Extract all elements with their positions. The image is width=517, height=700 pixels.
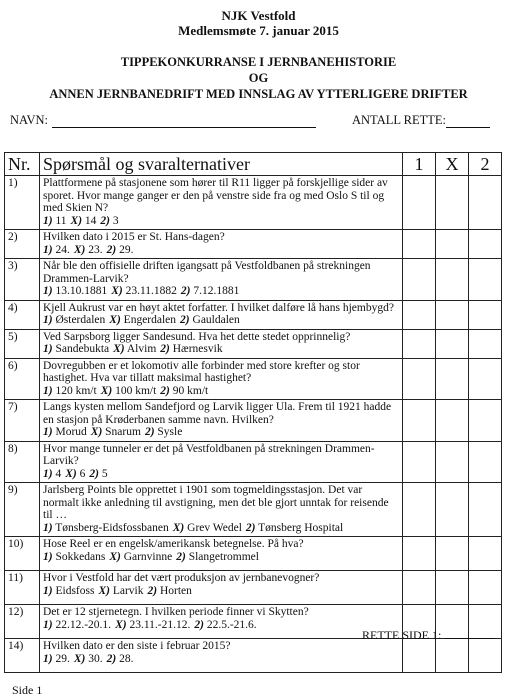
option-value: 23.11.-21.12.: [129, 618, 191, 631]
answer-box-1[interactable]: [403, 358, 436, 400]
option-key: X): [98, 584, 110, 597]
question-number: 5): [5, 329, 40, 358]
option-value: 29.: [55, 652, 70, 665]
option-value: Horten: [159, 584, 192, 597]
answer-box-1[interactable]: [403, 300, 436, 329]
question-rows: [5, 176, 502, 673]
answer-options: [43, 285, 399, 298]
option-key: 1): [43, 426, 53, 438]
option-key: X): [111, 285, 123, 297]
name-field[interactable]: [52, 127, 316, 128]
option-value: 13.10.1881: [55, 285, 108, 297]
option-key: 1): [43, 285, 53, 297]
table-row: [5, 300, 502, 329]
answer-options: [43, 385, 399, 398]
option-value: 22.12.-20.1.: [55, 618, 112, 631]
option-value: Tønsberg Hospital: [258, 521, 344, 534]
answer-box-x[interactable]: [436, 230, 469, 259]
option-key: 2): [160, 343, 170, 355]
answer-box-1[interactable]: [403, 441, 436, 483]
question-number: 14): [5, 639, 40, 673]
answer-box-2[interactable]: [469, 176, 502, 230]
answer-box-x[interactable]: [436, 441, 469, 483]
option-value: Engerdalen: [123, 314, 177, 326]
question-text: Dovregubben er et lokomotiv alle forbinder med store krefter og stor hastighet. Hva var tillatt maksimal hastighet?: [43, 359, 360, 384]
option-key: 1): [43, 521, 53, 534]
answer-box-2[interactable]: [469, 441, 502, 483]
question-number: 10): [5, 537, 40, 571]
table-row: [5, 571, 502, 605]
option-value: Gauldalen: [192, 314, 240, 326]
answer-options: [43, 426, 399, 439]
table-row: [5, 441, 502, 483]
option-key: 1): [43, 584, 53, 597]
option-value: Larvik: [112, 584, 144, 597]
option-value: 29.: [119, 243, 134, 256]
answer-options: [43, 314, 399, 327]
table-row: [5, 176, 502, 230]
option-key: 2): [106, 243, 117, 256]
quiz-title-og: OG: [248, 71, 269, 85]
table-row: [5, 483, 502, 537]
question-cell: [40, 639, 403, 673]
question-number: 3): [5, 259, 40, 301]
option-value: Østerdalen: [55, 314, 106, 326]
question-number: 1): [5, 176, 40, 230]
option-value: 5: [101, 467, 108, 480]
question-text: Hvilken dato i 2015 er St. Hans-dagen?: [43, 231, 225, 243]
option-value: Slangetrommel: [188, 550, 259, 563]
answer-box-2[interactable]: [469, 230, 502, 259]
question-cell: [40, 571, 403, 605]
question-cell: [40, 259, 403, 301]
option-key: X): [109, 314, 121, 326]
answer-box-x[interactable]: [436, 639, 469, 673]
answer-header-fields: [10, 113, 484, 131]
name-label: NAVN:: [10, 113, 48, 127]
meeting-date: Medlemsmøte 7. januar 2015: [178, 23, 339, 38]
option-key: 1): [43, 550, 53, 563]
page-score: [362, 628, 495, 643]
answer-box-2[interactable]: [469, 300, 502, 329]
question-text: Langs kysten mellom Sandefjord og Larvik ligger Ula. Frem til 1921 hadde en stasjon på Krøderbanen samme navn. Hvilken?: [43, 401, 392, 426]
answer-box-2[interactable]: [469, 400, 502, 442]
option-key: X): [115, 618, 127, 631]
question-number: 8): [5, 441, 40, 483]
option-value: Hærnesvik: [172, 343, 223, 355]
answer-options: [43, 343, 399, 356]
question-text: Hvor mange tunneler er det på Vestfoldbanen på strekningen Drammen-Larvik?: [43, 442, 375, 467]
option-value: 30.: [88, 652, 103, 665]
option-key: X): [73, 652, 86, 665]
answer-box-1[interactable]: [403, 230, 436, 259]
option-value: 11: [55, 214, 67, 227]
question-cell: [40, 605, 403, 639]
question-number: 6): [5, 358, 40, 400]
question-cell: [40, 483, 403, 537]
option-value: 14: [84, 214, 97, 227]
answer-options: [43, 215, 399, 228]
question-cell: [40, 400, 403, 442]
option-value: 28.: [119, 652, 134, 665]
answer-box-x[interactable]: [436, 483, 469, 537]
option-value: 23.: [88, 243, 103, 256]
question-cell: [40, 176, 403, 230]
answer-box-1[interactable]: [403, 176, 436, 230]
option-value: 22.5.-21.6.: [206, 618, 257, 631]
table-row: [5, 358, 502, 400]
col-header-2: 2: [469, 153, 502, 176]
question-text: Jarlsberg Points ble opprettet i 1901 som togmeldingsstasjon. Det var normalt ikke anledning til avstigning, men det ble gjort unntak for reisende til …: [43, 484, 389, 521]
option-value: 3: [112, 214, 119, 227]
answer-box-x[interactable]: [436, 358, 469, 400]
answer-box-2[interactable]: [469, 639, 502, 673]
option-key: 2): [106, 652, 117, 665]
option-key: X): [113, 343, 125, 355]
option-value: Morud: [55, 426, 87, 438]
answer-box-1[interactable]: [403, 259, 436, 301]
option-key: X): [109, 550, 121, 563]
page-score-field[interactable]: [445, 638, 495, 639]
option-key: X): [172, 521, 185, 534]
answer-box-x[interactable]: [436, 400, 469, 442]
option-key: 2): [147, 584, 158, 597]
col-header-question: Spørsmål og svaralternativer: [40, 153, 403, 176]
option-value: Alvim: [126, 343, 157, 355]
option-value: 100 km/t: [115, 384, 157, 397]
answer-options: [43, 619, 399, 632]
option-value: 24.: [55, 243, 70, 256]
option-key: 2): [100, 214, 111, 227]
option-key: 2): [176, 550, 186, 563]
option-key: 1): [43, 314, 53, 326]
option-key: 2): [180, 285, 191, 297]
answer-box-x[interactable]: [436, 537, 469, 571]
option-value: Sysle: [157, 426, 183, 438]
answer-options: [43, 244, 399, 257]
answer-box-2[interactable]: [469, 483, 502, 537]
question-text: Ved Sarpsborg ligger Sandesund. Hva het dette stedet opprinnelig?: [43, 330, 351, 343]
question-cell: [40, 300, 403, 329]
option-key: 1): [43, 243, 53, 256]
option-value: Tønsberg-Eidsfossbanen: [55, 521, 169, 534]
answer-box-1[interactable]: [403, 537, 436, 571]
question-text: Plattformene på stasjonene som hører til R11 ligger på forskjellige sider av sporet. Hvor mange ganger er den på venstre side fra og med Oslo S til og med Skien N?: [43, 177, 388, 214]
answer-options: [43, 585, 399, 598]
col-header-1: 1: [403, 153, 436, 176]
table-row: [5, 259, 502, 301]
answer-box-1[interactable]: [403, 639, 436, 673]
option-key: X): [70, 214, 83, 227]
question-number: 11): [5, 571, 40, 605]
option-key: X): [73, 243, 86, 256]
answer-options: [43, 653, 399, 666]
answer-box-1[interactable]: [403, 483, 436, 537]
table-row: [5, 400, 502, 442]
option-key: X): [90, 426, 103, 438]
answer-box-1[interactable]: [403, 571, 436, 605]
page-number: Side 1: [12, 683, 43, 697]
question-text: Når ble den offisielle driften igangsatt på Vestfoldbanen på strekningen Drammen-Larvik?: [43, 260, 371, 285]
question-number: 7): [5, 400, 40, 442]
question-text: Hose Reel er en engelsk/amerikansk betegnelse. På hva?: [43, 538, 304, 550]
answer-box-1[interactable]: [403, 400, 436, 442]
answer-box-2[interactable]: [469, 329, 502, 358]
page-score-label: RETTE SIDE 1:: [362, 628, 442, 642]
answer-box-1[interactable]: [403, 329, 436, 358]
quiz-title: TIPPEKONKURRANSE I JERNBANEHISTORIE: [120, 55, 397, 69]
option-key: 2): [89, 467, 99, 480]
correct-count-label: ANTALL RETTE:: [352, 113, 447, 127]
question-number: 4): [5, 300, 40, 329]
option-key: X): [100, 384, 113, 397]
answer-box-x[interactable]: [436, 259, 469, 301]
answer-box-2[interactable]: [469, 537, 502, 571]
question-number: 2): [5, 230, 40, 259]
option-value: 90 km/t: [172, 384, 209, 397]
answer-box-x[interactable]: [436, 571, 469, 605]
answer-box-x[interactable]: [436, 329, 469, 358]
option-key: 1): [43, 214, 53, 227]
option-value: 4: [55, 467, 62, 480]
answer-box-x[interactable]: [436, 176, 469, 230]
question-cell: [40, 230, 403, 259]
answer-box-2[interactable]: [469, 571, 502, 605]
question-number: 12): [5, 605, 40, 639]
answer-options: [43, 468, 399, 481]
question-cell: [40, 358, 403, 400]
option-key: 1): [43, 467, 53, 480]
answer-box-2[interactable]: [469, 259, 502, 301]
option-value: 120 km/t: [55, 384, 97, 397]
table-row: [5, 639, 502, 673]
option-key: 1): [43, 343, 53, 355]
table-row: [5, 537, 502, 571]
option-key: 2): [245, 521, 256, 534]
option-value: 23.11.1882: [125, 285, 177, 297]
answer-options: [43, 522, 399, 535]
question-cell: [40, 329, 403, 358]
table-row: [5, 230, 502, 259]
question-cell: [40, 537, 403, 571]
correct-count-field[interactable]: [446, 127, 490, 128]
option-key: 2): [144, 426, 155, 438]
answer-box-2[interactable]: [469, 358, 502, 400]
option-key: 2): [180, 314, 190, 326]
option-value: 6: [79, 467, 86, 480]
option-value: Sandebukta: [55, 343, 110, 355]
org-title: NJK Vestfold: [221, 8, 296, 23]
question-text: Hvor i Vestfold har det vært produksjon av jernbanevogner?: [43, 572, 320, 584]
question-table: [4, 152, 502, 673]
option-value: 7.12.1881: [193, 285, 240, 297]
option-value: Snarum: [105, 426, 141, 438]
option-value: Garnvinne: [123, 550, 173, 563]
option-key: 1): [43, 384, 53, 397]
question-cell: [40, 441, 403, 483]
option-key: 1): [43, 618, 53, 631]
quiz-subtitle: ANNEN JERNBANEDRIFT MED INNSLAG AV YTTERLIGERE DRIFTER: [49, 87, 468, 101]
table-row: [5, 329, 502, 358]
option-key: X): [65, 467, 77, 480]
answer-options: [43, 551, 399, 564]
question-number: 9): [5, 483, 40, 537]
question-text: Kjell Aukrust var en høyt aktet forfatter. I hvilket dalføre lå hans hjembygd?: [43, 301, 394, 314]
option-value: Sokkedans: [55, 550, 106, 563]
option-value: Eidsfoss: [55, 584, 95, 597]
answer-box-x[interactable]: [436, 300, 469, 329]
option-key: 1): [43, 652, 53, 665]
col-header-nr: Nr.: [5, 153, 40, 176]
option-key: 2): [194, 618, 204, 631]
table-header-row: [5, 153, 502, 176]
question-text: Hvilken dato er den siste i februar 2015?: [43, 640, 231, 652]
option-value: Grev Wedel: [187, 521, 242, 534]
option-key: 2): [160, 384, 170, 397]
question-text: Det er 12 stjernetegn. I hvilken periode finner vi Skytten?: [43, 606, 309, 618]
col-header-x: X: [436, 153, 469, 176]
